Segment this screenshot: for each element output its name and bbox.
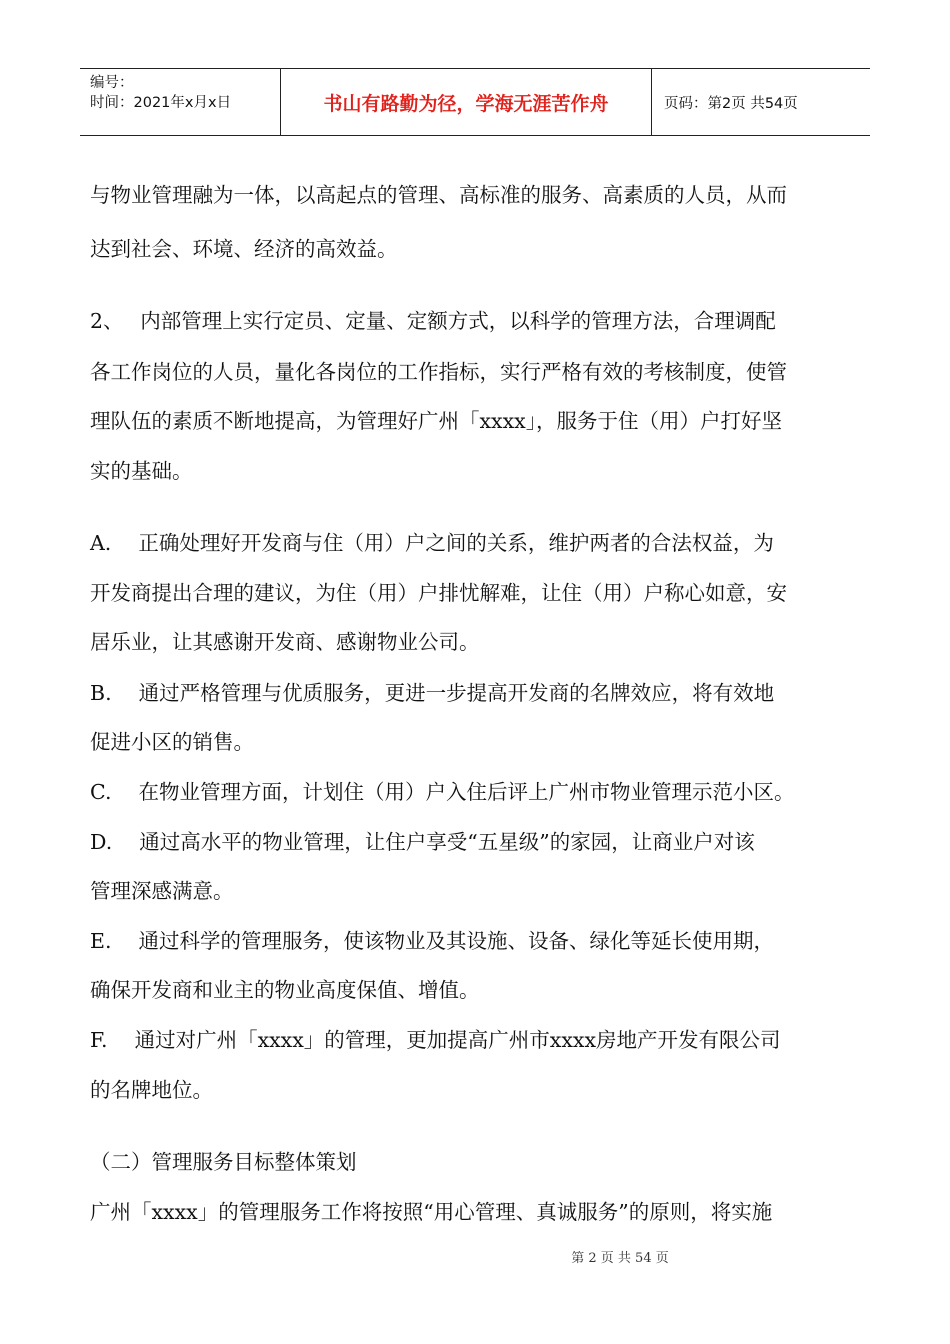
- body-line: F. 通过对广州「xxxx」的管理，更加提高广州市xxxx房地产开发有限公司: [90, 1028, 781, 1052]
- body-line: 实的基础。: [90, 459, 193, 483]
- body-line: D. 通过高水平的物业管理，让住户享受“五星级”的家园，让商业户对该: [90, 830, 755, 854]
- body-line: A. 正确处理好开发商与住（用）户之间的关系，维护两者的合法权益，为: [90, 531, 774, 555]
- body-line: 2、 内部管理上实行定员、定量、定额方式，以科学的管理方法，合理调配: [90, 309, 776, 333]
- header-motto-cell: [281, 69, 652, 135]
- body-line: 与物业管理融为一体，以高起点的管理、高标准的服务、高素质的人员，从而: [90, 183, 787, 207]
- body-line: 各工作岗位的人员，量化各岗位的工作指标，实行严格有效的考核制度，使管: [90, 360, 787, 384]
- section-heading: （二）管理服务目标整体策划: [90, 1150, 357, 1174]
- document-header: [80, 68, 870, 136]
- body-line: B. 通过严格管理与优质服务，更进一步提高开发商的名牌效应，将有效地: [90, 681, 775, 705]
- page-footer: [0, 1247, 950, 1266]
- body-line: 开发商提出合理的建议，为住（用）户排忧解难，让住（用）户称心如意，安: [90, 581, 787, 605]
- body-line: 达到社会、环境、经济的高效益。: [90, 237, 398, 261]
- footer-page-number: 第 2 页 共 54 页: [571, 1251, 669, 1266]
- body-line: 居乐业，让其感谢开发商、感谢物业公司。: [90, 630, 480, 654]
- header-page-cell: [652, 69, 870, 135]
- body-line: 理队伍的素质不断地提高，为管理好广州「xxxx」，服务于住（用）户打好坚: [90, 409, 782, 433]
- body-line: 确保开发商和业主的物业高度保值、增值。: [90, 978, 480, 1002]
- body-line: C. 在物业管理方面，计划住（用）户入住后评上广州市物业管理示范小区。: [90, 780, 795, 804]
- body-line: 广州「xxxx」的管理服务工作将按照“用心管理、真诚服务”的原则，将实施: [90, 1200, 773, 1224]
- body-line: 促进小区的销售。: [90, 730, 254, 754]
- number-label: 编号：: [90, 75, 134, 91]
- header-meta-cell: [80, 69, 281, 135]
- motto-text: 书山有路勤为径，学海无涯苦作舟: [323, 92, 609, 115]
- body-line: E. 通过科学的管理服务，使该物业及其设施、设备、绿化等延长使用期，: [90, 929, 774, 953]
- body-line: 的名牌地位。: [90, 1078, 213, 1102]
- body-line: 管理深感满意。: [90, 879, 234, 903]
- page-label: 页码：第2页 共54页: [664, 95, 798, 112]
- date-label: 时间：2021年x月x日: [90, 95, 232, 111]
